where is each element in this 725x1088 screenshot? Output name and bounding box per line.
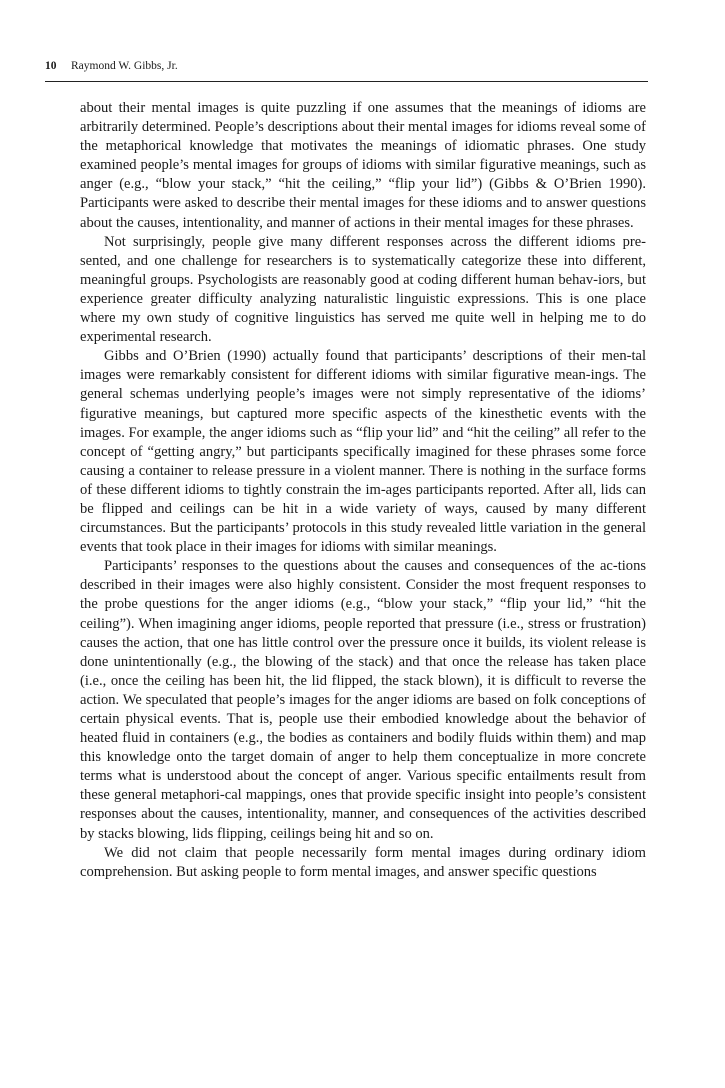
running-head — [45, 59, 647, 73]
paragraph: Not surprisingly, people give many different responses across the different idioms pre-sented, and one challenge for researchers is to systematically categorize these into different, meaningful groups. Psychologists are reasonably good at coding different human behav-iors, but experience greater difficulty analyzing naturalistic linguistic expressions. This is one place where my own study of cognitive linguistics has served me quite well in helping me to do experimental research. — [80, 233, 646, 346]
paragraph: Gibbs and O’Brien (1990) actually found that participants’ descriptions of their men-tal images were remarkably consistent for different idioms with similar figurative mean-ings. The general schemas underlying people’s images were not simply representative of the idioms’ figurative meanings, but captured more specific aspects of the kinesthetic events with the images. For example, the anger idioms such as “flip your lid” and “hit the ceiling” all refer to the concept of “getting angry,” but participants specifically imagined for these phrases some force causing a container to release pressure in a violent manner. There is nothing in the surface forms of these different idioms to tightly constrain the im-ages participants reported. After all, lids can be flipped and ceilings can be hit in a wide variety of ways, caused by many different circumstances. But the participants’ protocols in this study revealed little variation in the general events that took place in their images for idioms with similar meanings. — [80, 348, 646, 556]
body-text — [80, 99, 646, 882]
paragraph: Participants’ responses to the questions about the causes and consequences of the ac-tions described in their images were also highly consistent. Consider the most frequent responses to the probe questions for the anger idioms (e.g., “blow your stack,” “flip your lid,” “hit the ceiling”). When imagining anger idioms, people reported that pressure (i.e., stress or frustration) causes the action, that one has little control over the pressure once it builds, its violent release is done unintentionally (e.g., the blowing of the stack) and that once the release has taken place (i.e., once the ceiling has been hit, the lid flipped, the stack blown), it is difficult to reverse the action. We speculated that people’s images for the anger idioms are based on folk conceptions of certain physical events. That is, people use their embodied knowledge about the behavior of heated fluid in containers (e.g., the bodies as containers and bodily fluids within them) and map this knowledge onto the target domain of anger to help them conceptualize in more concrete terms what is understood about the concept of anger. Various specific entailments result from these general metaphori-cal mappings, ones that provide specific insight into people’s consistent responses about the causes, intentionality, manner, and consequences of the activities described by stacks blowing, lids flipping, ceilings being hit and so on. — [80, 558, 646, 842]
paragraph: We did not claim that people necessarily form mental images during ordinary idiom comprehension. But asking people to form mental images, and answer specific questions — [80, 844, 646, 880]
page-number: 10 — [45, 60, 57, 72]
paragraph: about their mental images is quite puzzling if one assumes that the meanings of idioms are arbitrarily determined. People’s descriptions about their mental images for idioms reveal some of the metaphorical knowledge that motivates the meanings of idiomatic phrases. One study examined people’s mental images for groups of idioms with similar figurative meanings, such as anger (e.g., “blow your stack,” “hit the ceiling,” “flip your lid”) (Gibbs & O’Brien 1990). Participants were asked to describe their mental images for these idioms and to answer questions about the causes, intentionality, and manner of actions in their mental images for these phrases. — [80, 100, 646, 231]
header-rule — [45, 81, 648, 82]
running-head-author: Raymond W. Gibbs, Jr. — [71, 60, 178, 72]
